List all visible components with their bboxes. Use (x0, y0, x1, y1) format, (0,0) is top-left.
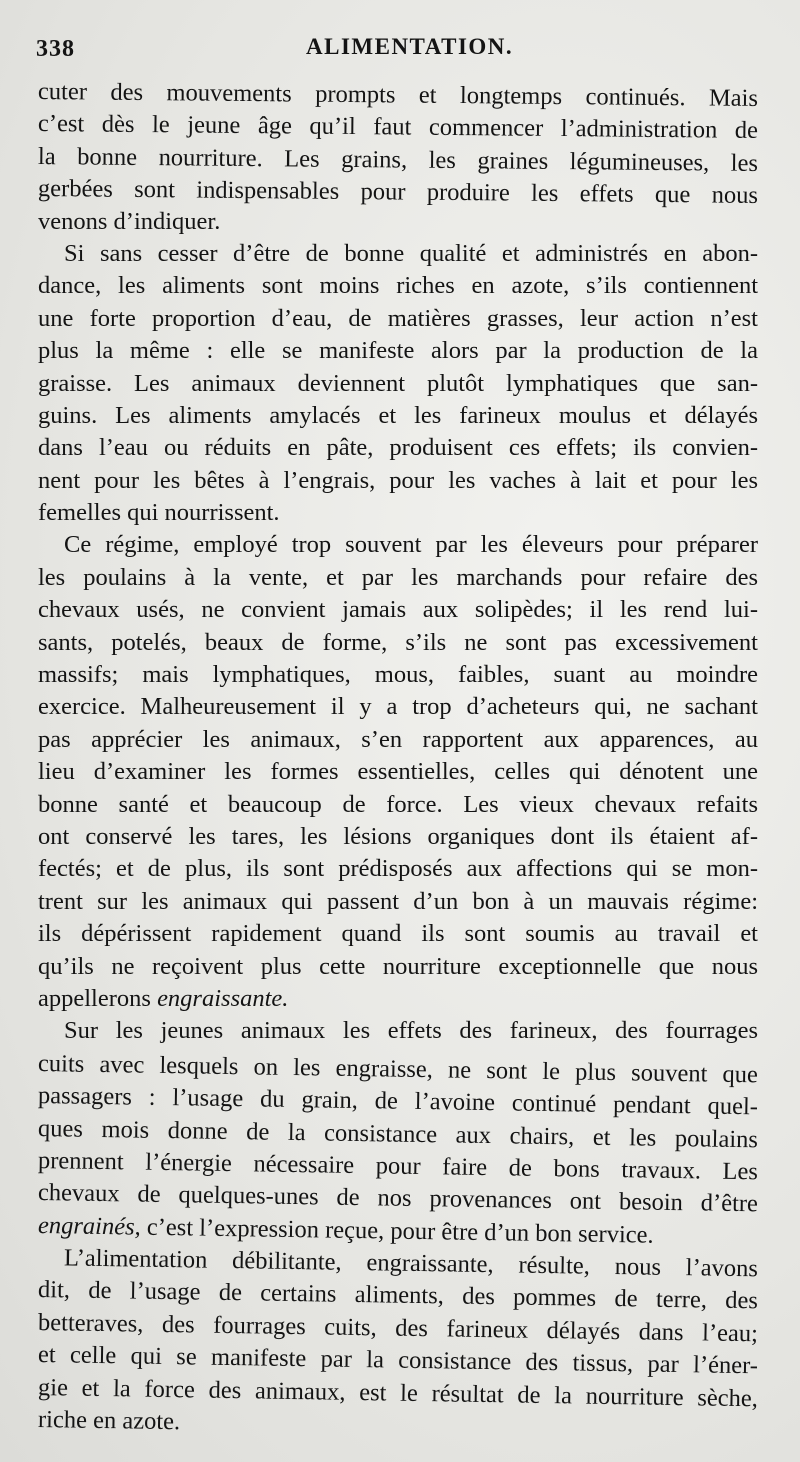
text-line (38, 918, 758, 950)
line-text: ques mois donne de la consistance aux chairs, et les poulains (37, 1114, 759, 1153)
line-text: betteraves, des fourrages cuits, des farineux délayés dans l’eau; (37, 1308, 759, 1348)
line-text: Ce régime, employé trop souvent par les éleveurs pour préparer (64, 531, 758, 559)
text-line (38, 724, 758, 756)
body-text (38, 76, 758, 1436)
line-text: dit, de l’usage de certains aliments, des pommes de terre, des (37, 1276, 759, 1315)
text-line (38, 983, 758, 1015)
italic-term: engraissante. (157, 984, 289, 1012)
line-text: nent pour les bêtes à l’engrais, pour les vaches à lait et pour les (38, 466, 758, 494)
line-text: cuter des mouvements prompts et longtemps continués. Mais (37, 78, 759, 112)
line-text: cuits avec lesquels on les engraisse, ne sont le plus souvent que (37, 1049, 759, 1089)
line-text: prennent l’énergie nécessaire pour faire de bons travaux. Les (37, 1146, 759, 1186)
text-line (38, 270, 758, 302)
line-text: fectés; et de plus, ils sont prédisposés aux affections qui se mon- (38, 855, 758, 883)
line-text: c’est l’expression reçue, pour être d’un bon service. (140, 1213, 654, 1249)
line-text: femelles qui nourrissent. (38, 499, 280, 527)
text-line (38, 853, 758, 885)
line-text: gie et la force des animaux, est le résultat de la nourriture sèche, (37, 1373, 759, 1412)
text-line (38, 238, 758, 270)
line-text: bonne santé et beaucoup de force. Les vieux chevaux refaits (38, 790, 758, 818)
text-line (38, 497, 758, 529)
text-line (38, 821, 758, 853)
text-line (38, 465, 758, 497)
italic-term: engrainés, (37, 1211, 141, 1241)
text-line (38, 951, 758, 983)
text-line (38, 1015, 758, 1047)
text-line (38, 691, 758, 723)
page-number: 338 (36, 36, 75, 62)
text-line (38, 529, 758, 561)
line-text: c’est dès le jeune âge qu’il faut commencer l’administration de (37, 110, 759, 145)
line-text: la bonne nourriture. Les grains, les graines légumineuses, les (37, 142, 759, 177)
line-text: L’alimentation débilitante, engraissante, résulte, nous l’avons (63, 1244, 759, 1283)
text-line (38, 789, 758, 821)
line-text: Sur les jeunes animaux les effets des farineux, des fourrages (64, 1017, 758, 1045)
line-text: une forte proportion d’eau, de matières grasses, leur action n’est (38, 304, 758, 332)
line-text: sants, potelés, beaux de forme, s’ils ne sont pas excessivement (38, 628, 758, 656)
line-text: chevaux de quelques-unes de nos provenances ont besoin d’être (37, 1179, 759, 1218)
text-line (38, 627, 758, 659)
line-text: venons d’indiquer. (38, 207, 221, 235)
line-text: graisse. Les animaux deviennent plutôt lymphatiques que san- (38, 369, 758, 397)
line-text: plus la même : elle se manifeste alors par la production de la (38, 337, 758, 365)
line-text: riche en azote. (37, 1406, 181, 1436)
line-text: qu’ils ne reçoivent plus cette nourriture exceptionnelle que nous (38, 952, 758, 980)
line-text: appellerons (38, 984, 158, 1012)
text-line (38, 368, 758, 400)
line-text: massifs; mais lymphatiques, mous, faibles, suant au moindre (38, 661, 758, 689)
text-line (38, 659, 758, 691)
line-text: gerbées sont indispensables pour produire les effets que nous (37, 175, 759, 210)
line-text: dans l’eau ou réduits en pâte, produisent ces effets; ils convien- (38, 434, 758, 462)
line-text: guins. Les aliments amylacés et les farineux moulus et délayés (38, 401, 758, 429)
text-line (38, 400, 758, 432)
line-text: exercice. Malheureusement il y a trop d’acheteurs qui, ne sachant (38, 693, 758, 721)
line-text: trent sur les animaux qui passent d’un bon à un mauvais régime: (38, 887, 758, 915)
line-text: lieu d’examiner les formes essentielles, celles qui dénotent une (38, 758, 758, 786)
text-line (38, 335, 758, 367)
line-text: ils dépérissent rapidement quand ils sont soumis au travail et (38, 920, 758, 948)
line-text: passagers : l’usage du grain, de l’avoine continué pendant quel- (37, 1082, 759, 1121)
line-text: chevaux usés, ne convient jamais aux solipèdes; il les rend lui- (38, 596, 758, 624)
text-line (38, 594, 758, 626)
line-text: dance, les aliments sont moins riches en azote, s’ils contiennent (38, 272, 758, 300)
text-line (38, 303, 758, 335)
text-line (38, 756, 758, 788)
line-text: ont conservé les tares, les lésions organiques dont ils étaient af- (38, 822, 758, 850)
line-text: Si sans cesser d’être de bonne qualité et administrés en abon- (64, 239, 758, 267)
page-header (36, 30, 780, 66)
line-text: et celle qui se manifeste par la consistance des tissus, par l’éner- (37, 1341, 759, 1380)
running-head: ALIMENTATION. (306, 34, 514, 59)
line-text: pas apprécier les animaux, s’en rapportent aux apparences, au (38, 725, 758, 753)
text-line (38, 886, 758, 918)
text-line (38, 432, 758, 464)
line-text: les poulains à la vente, et par les marchands pour refaire des (38, 563, 758, 591)
text-line (38, 562, 758, 594)
